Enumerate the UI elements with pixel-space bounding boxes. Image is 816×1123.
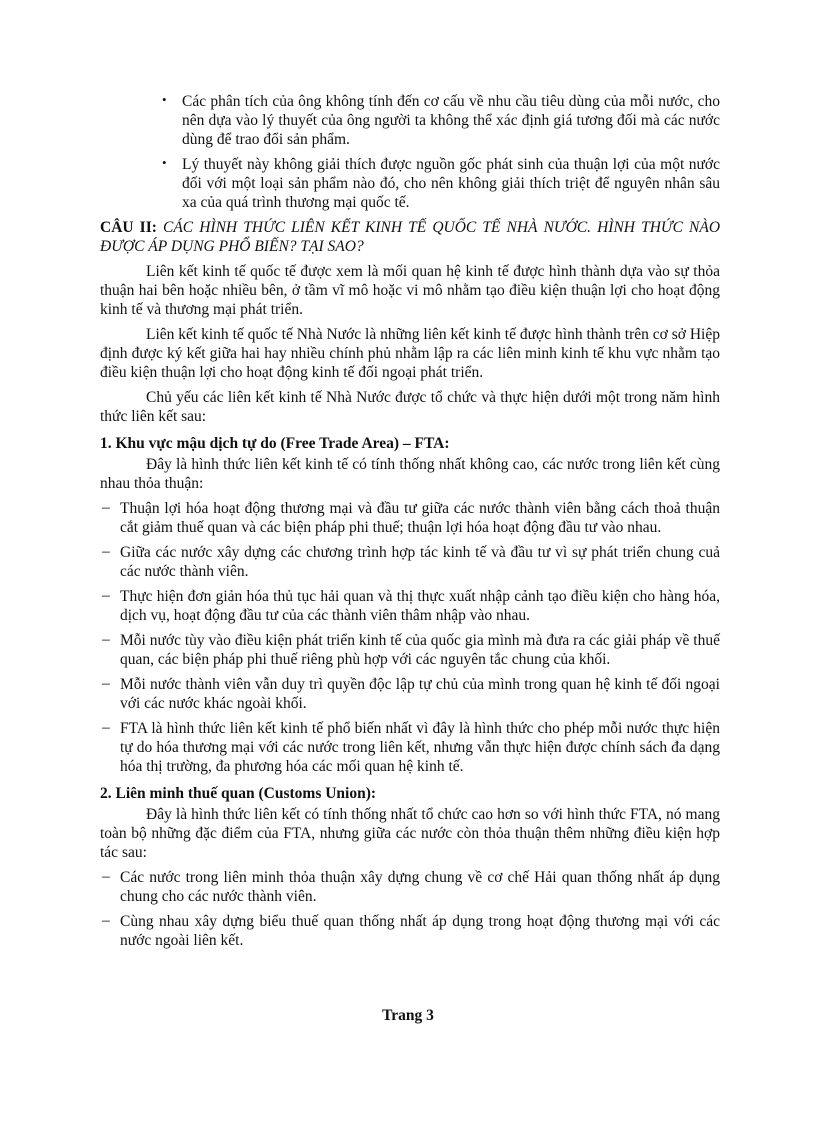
paragraph: Liên kết kinh tế quốc tế được xem là mối quan hệ kinh tế được hình thành dựa vào sự thỏa thuận hai bên hoặc nhiều bên, ở tầm vĩ mô hoặc vi mô nhằm tạo điều kiện thuận lợi cho hoạt động kinh tế và thương mại phát triển. [100, 263, 720, 318]
list-item-text: Mỗi nước tùy vào điều kiện phát triển kinh tế của quốc gia mình mà đưa ra các giải pháp về thuế quan, các biện pháp phi thuế riêng phù hợp với các nguyên tắc chung của khối. [120, 632, 720, 668]
list-item-text: Giữa các nước xây dựng các chương trình hợp tác kinh tế và đầu tư vì sự phát triển chung cuả các nước thành viên. [120, 544, 720, 580]
list-item [100, 868, 720, 906]
list-item-text: Các nước trong liên minh thỏa thuận xây dựng chung về cơ chế Hải quan thống nhất áp dụng chung cho các nước thành viên. [120, 869, 720, 905]
list-item [100, 543, 720, 581]
list-item [100, 587, 720, 625]
dash-icon: – [102, 868, 110, 885]
list-item-text: Thuận lợi hóa hoạt động thương mại và đầu tư giữa các nước thành viên bằng cách thoả thuận cắt giảm thuế quan và các biện pháp phi thuế; thuận lợi hóa hoạt động đầu tư vào nhau. [120, 500, 720, 536]
section-intro: Đây là hình thức liên kết kinh tế có tính thống nhất không cao, các nước trong liên kết cùng nhau thỏa thuận: [100, 456, 720, 492]
bullet-text: Các phân tích của ông không tính đến cơ cấu về nhu cầu tiêu dùng của mỗi nước, cho nên dựa vào lý thuyết của ông người ta không thể xác định giá tương đối mà các nước dùng để trao đổi sản phẩm. [182, 93, 720, 148]
list-item [100, 912, 720, 950]
list-item-text: Cùng nhau xây dựng biểu thuế quan thống nhất áp dụng trong hoạt động thương mại với các nước ngoài liên kết. [120, 913, 720, 949]
list-item [100, 719, 720, 776]
bullet-icon: • [162, 155, 167, 170]
bullet-icon: • [162, 92, 167, 107]
paragraph: Chủ yếu các liên kết kinh tế Nhà Nước được tổ chức và thực hiện dưới một trong năm hình thức liên kết sau: [100, 389, 720, 425]
dash-icon: – [102, 587, 110, 604]
question-label: CÂU II: [100, 219, 157, 236]
dash-icon: – [102, 543, 110, 560]
page-content [100, 92, 720, 950]
page-number: Trang 3 [382, 1007, 434, 1024]
dash-icon: – [102, 499, 110, 516]
bullet-item [100, 155, 720, 212]
dash-icon: – [102, 675, 110, 692]
list-item-text: Mỗi nước thành viên vẫn duy trì quyền độc lập tự chủ của mình trong quan hệ kinh tế đối ngoại với các nước khác ngoài khối. [120, 676, 720, 712]
paragraph: Liên kết kinh tế quốc tế Nhà Nước là những liên kết kinh tế được hình thành trên cơ sở Hiệp định được ký kết giữa hai hay nhiều chính phủ nhằm lập ra các liên minh kinh tế khu vực nhằm tạo điều kiện thuận lợi cho hoạt động kinh tế đối ngoại phát triển. [100, 326, 720, 381]
question-title: CÁC HÌNH THỨC LIÊN KẾT KINH TẾ QUỐC TẾ NHÀ NƯỚC. HÌNH THỨC NÀO ĐƯỢC ÁP DỤNG PHỔ BIẾN? TẠI SAO? [100, 219, 721, 255]
list-item [100, 631, 720, 669]
section-title: 2. Liên minh thuế quan (Customs Union): [100, 785, 377, 802]
bullet-item [100, 92, 720, 149]
dash-icon: – [102, 912, 110, 929]
bullet-text: Lý thuyết này không giải thích được nguồn gốc phát sinh của thuận lợi của một nước đối với một loại sản phẩm nào đó, cho nên không giải thích triệt để nguyên nhân sâu xa của quá trình thương mại quốc tế. [182, 156, 720, 211]
dash-icon: – [102, 719, 110, 736]
list-item-text: FTA là hình thức liên kết kinh tế phổ biến nhất vì đây là hình thức cho phép mỗi nước thực hiện tự do hóa thương mại với các nước trong liên kết, nhưng vẫn thực hiện được chính sách đa dạng hóa thị trường, đa phương hóa các mối quan hệ kinh tế. [120, 720, 720, 775]
section-intro: Đây là hình thức liên kết có tính thống nhất tổ chức cao hơn so với hình thức FTA, nó mang toàn bộ những đặc điểm của FTA, nhưng giữa các nước còn thỏa thuận thêm những điều kiện hợp tác sau: [100, 806, 720, 861]
list-item [100, 499, 720, 537]
list-item [100, 675, 720, 713]
section-title: 1. Khu vực mậu dịch tự do (Free Trade Area) – FTA: [100, 435, 450, 452]
dash-icon: – [102, 631, 110, 648]
question-heading [100, 218, 720, 256]
list-item-text: Thực hiện đơn giản hóa thủ tục hải quan và thị thực xuất nhập cảnh tạo điều kiện cho hàng hóa, dịch vụ, hoạt động đầu tư của các thành viên thâm nhập vào nhau. [120, 588, 720, 624]
